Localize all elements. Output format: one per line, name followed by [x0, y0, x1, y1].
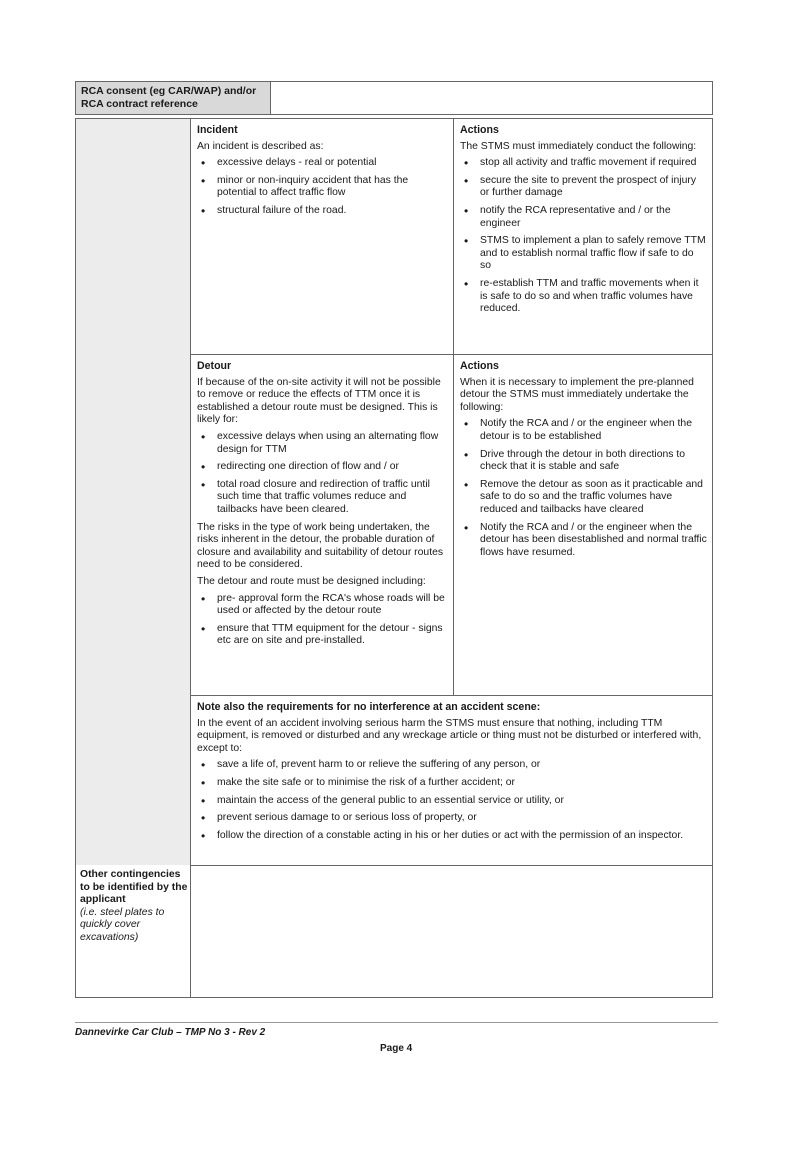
footer-page-number: Page 4 [380, 1043, 413, 1054]
list-item: • save a life of, prevent harm to or relieve the suffering of any person, or [197, 759, 707, 772]
list-item: • re-establish TTM and traffic movements when it is safe to do so and when traffic volumes have reduced. [460, 278, 707, 316]
accident-note-heading: Note also the requirements for no interference at an accident scene: [197, 701, 541, 713]
list-item: • excessive delays when using an alternating flow design for TTM [197, 431, 447, 456]
detour-intro: If because of the on-site activity it will not be possible to remove or reduce the effects of TTM once it is established a detour route must be designed. This is likely for: [197, 376, 441, 426]
incident-cell [191, 119, 453, 355]
list-item: • redirecting one direction of flow and / or [197, 461, 447, 474]
accident-note-cell [191, 696, 713, 866]
detour-list [197, 431, 447, 517]
list-item: • total road closure and redirection of traffic until such time that traffic volumes reduce and tailbacks have been cleared. [197, 479, 447, 517]
list-item: • Notify the RCA and / or the engineer when the detour is to be established [460, 418, 707, 443]
list-item: • pre- approval form the RCA's whose roads will be used or affected by the detour route [197, 593, 447, 618]
list-item: • structural failure of the road. [197, 205, 447, 218]
incident-heading: Incident [197, 124, 238, 136]
contingency-value [192, 867, 712, 997]
list-item: • follow the direction of a constable acting in his or her duties or act with the permission of an inspector. [197, 830, 707, 843]
list-item: • stop all activity and traffic movement if required [460, 157, 707, 170]
detour-risks: The risks in the type of work being undertaken, the risks inherent in the detour, the probable duration of closure and availability and suitability of detour routes need to be considered. [197, 521, 444, 571]
footer-document-ref: Dannevirke Car Club – TMP No 3 - Rev 2 [75, 1027, 266, 1038]
left-label-column [76, 119, 191, 997]
left-column-shade [76, 119, 190, 865]
incident-actions-intro: The STMS must immediately conduct the following: [460, 140, 697, 152]
incident-list [197, 157, 447, 217]
list-item: • ensure that TTM equipment for the detour - signs etc are on site and pre-installed. [197, 623, 447, 648]
incident-actions-list [460, 157, 707, 316]
rca-reference-value [271, 82, 712, 114]
detour-actions-list [460, 418, 707, 559]
detour-cell [191, 355, 453, 696]
detour-design-intro: The detour and route must be designed including: [197, 575, 426, 587]
detour-actions-intro: When it is necessary to implement the pre-planned detour the STMS must immediately undertake the following: [460, 376, 694, 413]
contingency-example: (i.e. steel plates to quickly cover excavations) [80, 906, 165, 943]
list-item: • excessive delays - real or potential [197, 157, 447, 170]
incident-actions-heading: Actions [460, 124, 499, 136]
list-item: • Notify the RCA and / or the engineer when the detour has been disestablished and normal traffic flows have resumed. [460, 522, 707, 560]
list-item: • STMS to implement a plan to safely remove TTM and to establish normal traffic flow if safe to do so [460, 235, 707, 273]
detour-actions-heading: Actions [460, 360, 499, 372]
contingency-table [75, 118, 713, 998]
incident-actions-cell [453, 119, 713, 355]
incident-intro: An incident is described as: [197, 140, 324, 152]
list-item: • minor or non-inquiry accident that has the potential to affect traffic flow [197, 175, 447, 200]
list-item: • prevent serious damage to or serious loss of property, or [197, 812, 707, 825]
list-item: • maintain the access of the general public to an essential service or utility, or [197, 795, 707, 808]
rca-reference-row [75, 81, 713, 115]
footer-rule [75, 1022, 718, 1023]
contingency-title: Other contingencies to be identified by the applicant [80, 869, 188, 906]
detour-actions-cell [453, 355, 713, 696]
list-item: • Remove the detour as soon as it practicable and safe to do so and the traffic volumes have reduced and tailbacks have cleared [460, 479, 707, 517]
detour-design-list [197, 593, 447, 648]
detour-heading: Detour [197, 360, 232, 372]
rca-reference-label: RCA consent (eg CAR/WAP) and/or RCA contract reference [76, 82, 271, 114]
list-item: • make the site safe or to minimise the risk of a further accident; or [197, 777, 707, 790]
accident-note-list [197, 759, 707, 842]
contingency-label [80, 869, 188, 945]
list-item: • Drive through the detour in both directions to check that it is stable and safe [460, 449, 707, 474]
accident-note-intro: In the event of an accident involving serious harm the STMS must ensure that nothing, including TTM equipment, is removed or disturbed and any wreckage article or thing must not be disturbed or interfered with, except to: [197, 717, 702, 754]
list-item: • secure the site to prevent the prospect of injury or further damage [460, 175, 707, 200]
list-item: • notify the RCA representative and / or the engineer [460, 205, 707, 230]
